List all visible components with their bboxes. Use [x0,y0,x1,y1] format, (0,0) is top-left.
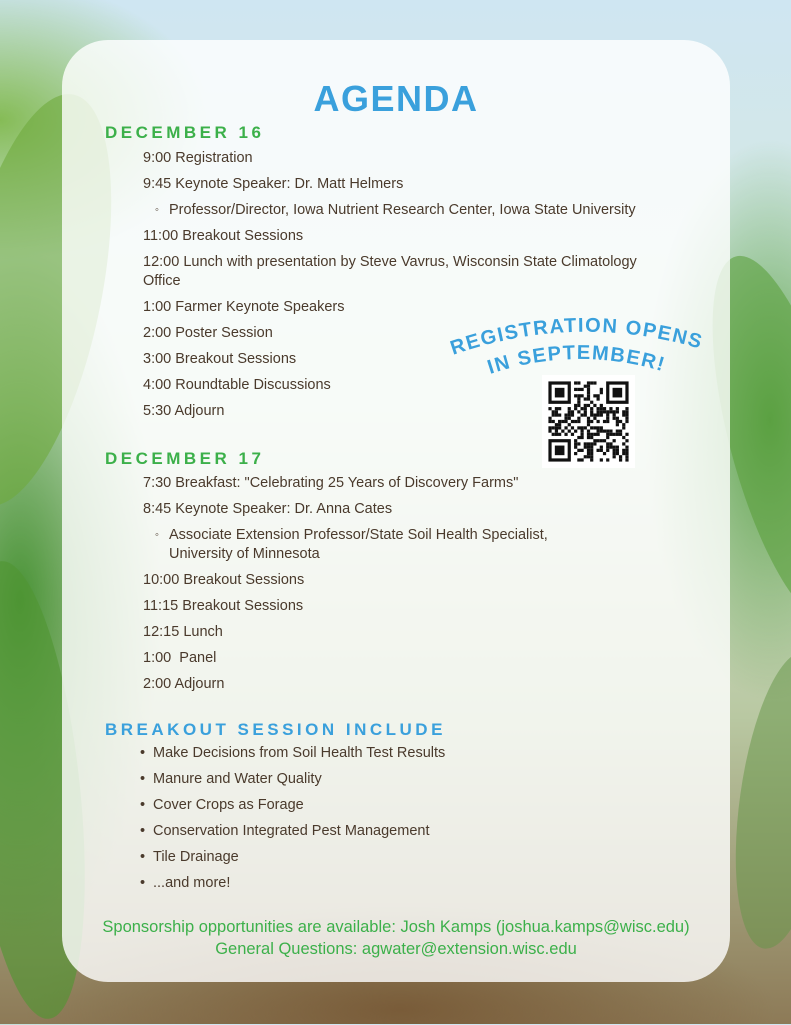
general-questions-contact[interactable]: General Questions: agwater@extension.wisc.edu [215,940,577,958]
agenda-item-continued: Office [143,273,181,289]
agenda-item: 2:00 Poster Session [143,325,273,341]
circle-bullet-icon: ◦ [155,204,159,216]
agenda-item: 10:00 Breakout Sessions [143,572,305,588]
day2-heading: DECEMBER 17 [105,449,265,468]
dot-bullet-icon: • [140,771,146,787]
agenda-item: 1:00 Panel [143,650,217,666]
agenda-sub-item: ◦ Associate Extension Professor/State Soil Health Specialist, [155,527,548,543]
agenda-item: 12:00 Lunch with presentation by Steve Vavrus, Wisconsin State Climatology [143,254,637,270]
list-item: • Tile Drainage [140,849,239,865]
breakout-heading: BREAKOUT SESSION INCLUDE [105,720,446,739]
agenda-sub-item: ◦ Professor/Director, Iowa Nutrient Research Center, Iowa State University [155,202,636,218]
dot-bullet-icon: • [140,797,146,813]
agenda-item: 12:15 Lunch [143,624,223,640]
qr-code-icon[interactable] [542,375,635,468]
agenda-sub-item-continued: University of Minnesota [169,546,320,562]
agenda-item: 7:30 Breakfast: "Celebrating 25 Years of Discovery Farms" [143,475,519,491]
corn-leaf-decoration [720,645,791,955]
agenda-item: 3:00 Breakout Sessions [143,351,297,367]
agenda-item: 11:15 Breakout Sessions [143,598,304,614]
registration-line2: IN SEPTEMBER! [484,341,669,379]
agenda-item: 11:00 Breakout Sessions [143,228,304,244]
svg-text:IN SEPTEMBER! [485,342,668,379]
agenda-item: 8:45 Keynote Speaker: Dr. Anna Cates [143,501,393,517]
page-title: AGENDA [313,78,479,119]
agenda-item: 9:45 Keynote Speaker: Dr. Matt Helmers [143,176,404,192]
agenda-item: 2:00 Adjourn [143,676,225,692]
list-item: • ...and more! [140,875,231,891]
list-item: • Make Decisions from Soil Health Test Results [140,745,446,761]
agenda-item: 5:30 Adjourn [143,403,225,419]
list-item: • Conservation Integrated Pest Management [140,823,430,839]
sponsorship-contact[interactable]: Sponsorship opportunities are available: Josh Kamps (joshua.kamps@wisc.edu) [102,918,690,936]
circle-bullet-icon: ◦ [155,529,159,541]
list-item: • Manure and Water Quality [140,771,322,787]
registration-line1: REGISTRATION OPENS [447,314,706,360]
day1-heading: DECEMBER 16 [105,123,265,142]
svg-text:REGISTRATION OPENS [448,315,706,360]
agenda-item: 4:00 Roundtable Discussions [143,377,331,393]
agenda-item: 9:00 Registration [143,150,253,166]
agenda-item: 1:00 Farmer Keynote Speakers [143,299,345,315]
dot-bullet-icon: • [140,875,146,891]
dot-bullet-icon: • [140,823,146,839]
dot-bullet-icon: • [140,849,146,865]
dot-bullet-icon: • [140,745,146,761]
list-item: • Cover Crops as Forage [140,797,304,813]
